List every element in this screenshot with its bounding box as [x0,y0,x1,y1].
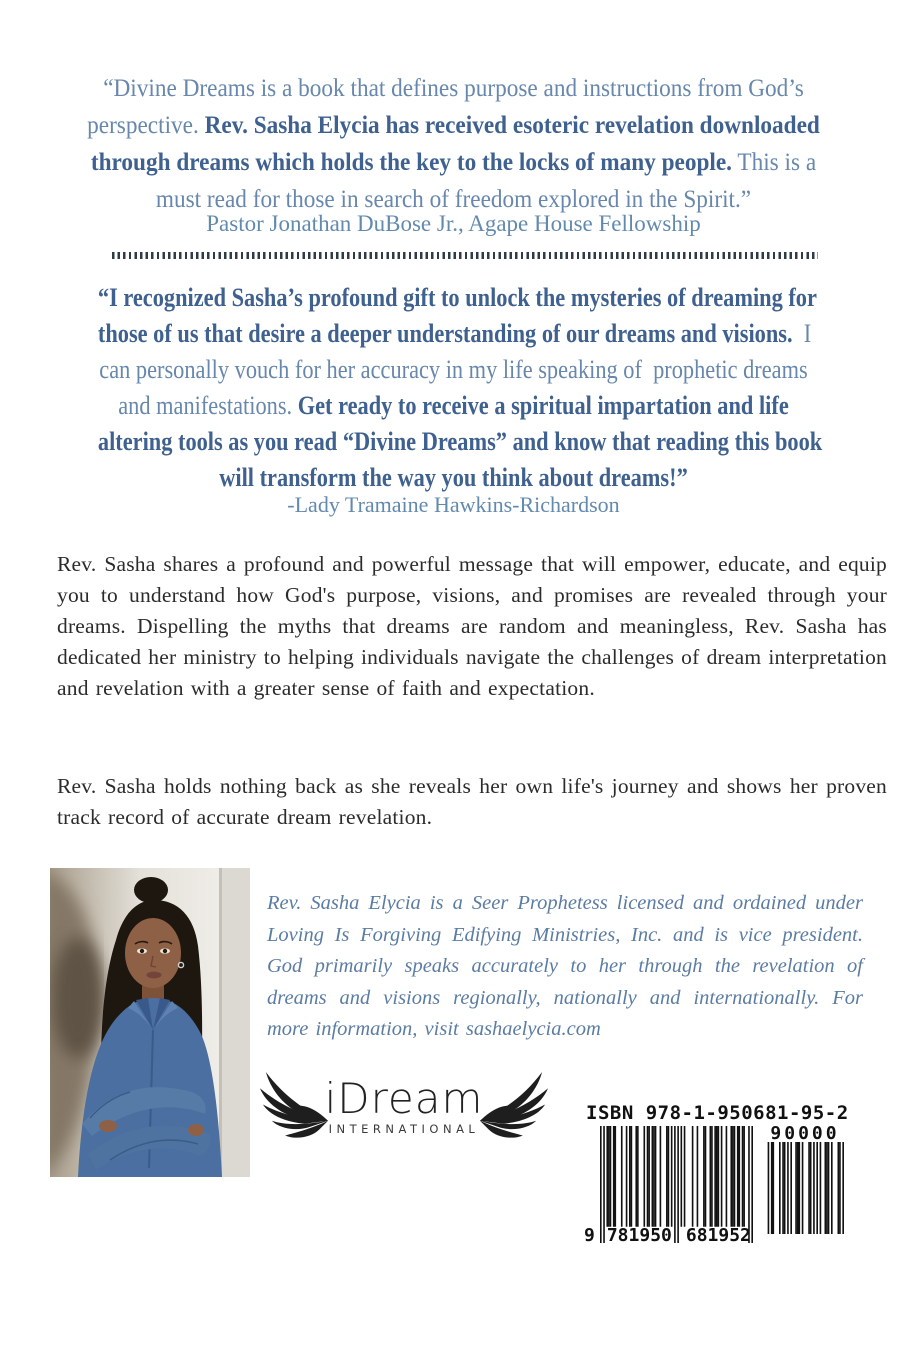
ean-digit-group: 781950 [606,1225,672,1246]
isbn-label: ISBN 978-1-950681-95-2 [586,1102,849,1124]
publisher-logo-text [324,1073,484,1136]
author-photo [50,868,250,1177]
quote-line: “Divine Dreams is a book that defines purpose and instructions from God’s [103,75,804,102]
synopsis-paragraph-1: Rev. Sasha shares a profound and powerful message that will empower, educate, and equip you to understand how God's purpose, visions, and promises are revealed through your dreams. Dispelling the myths that dreams are random and meaningless, Rev. Sasha has dedicated her ministry to helping individuals navigate the challenges of dream interpretation and revelation with a greater sense of faith and expectation. [57,552,887,700]
quote-line: altering tools as you read “Divine Dreams” and know that reading this book [97,427,823,456]
quote-line: will transform the way you think about dreams!” [219,463,688,492]
wing-left-icon [257,1062,331,1150]
ean-digit-group: 681952 [685,1225,751,1246]
endorsement-quote-2 [40,280,867,496]
quote-line: must read for those in search of freedom explored in the Spirit.” [155,186,752,213]
supplement-digits: 90000 [770,1123,840,1144]
quote-2-attribution: -Lady Tramaine Hawkins-Richardson [287,492,620,517]
quote-1-attribution: Pastor Jonathan DuBose Jr., Agape House Fellowship [206,211,701,236]
ean13-digits [584,1225,756,1246]
publisher-logo [256,1056,552,1156]
quote-line: those of us that desire a deeper understanding of our dreams and visions. I [97,319,812,348]
author-photo-illustration [50,868,250,1177]
quote-line: and manifestations. Get ready to receive a spiritual impartation and life [118,391,789,420]
publisher-name: iDream [324,1073,484,1123]
quote-line: can personally vouch for her accuracy in my life speaking of prophetic dreams [99,355,808,384]
ean-digit-group: 9 [584,1225,595,1246]
quote-line: “I recognized Sasha’s profound gift to unlock the mysteries of dreaming for [97,283,817,312]
synopsis-paragraph-2: Rev. Sasha holds nothing back as she reveals her own life's journey and shows her proven track record of accurate dream revelation. [57,774,887,829]
publisher-subtitle: INTERNATIONAL [328,1121,480,1136]
author-bio: Rev. Sasha Elycia is a Seer Prophetess licensed and ordained under Loving Is Forgiving Edifying Ministries, Inc. and is vice president. God primarily speaks accurately to her through the revelation of dreams and visions regionally, nationally and internationally. For more information, visit sashaelycia.com [267,892,863,1040]
ean5-supplement-barcode [766,1142,844,1234]
dotted-divider [112,252,818,259]
quote-line: through dreams which holds the key to the locks of many people. This is a [90,149,817,176]
quote-line: perspective. Rev. Sasha Elycia has received esoteric revelation downloaded [87,112,820,139]
endorsement-quote-1 [40,70,867,218]
isbn-barcode [582,1090,878,1260]
wing-right-icon [477,1062,551,1150]
